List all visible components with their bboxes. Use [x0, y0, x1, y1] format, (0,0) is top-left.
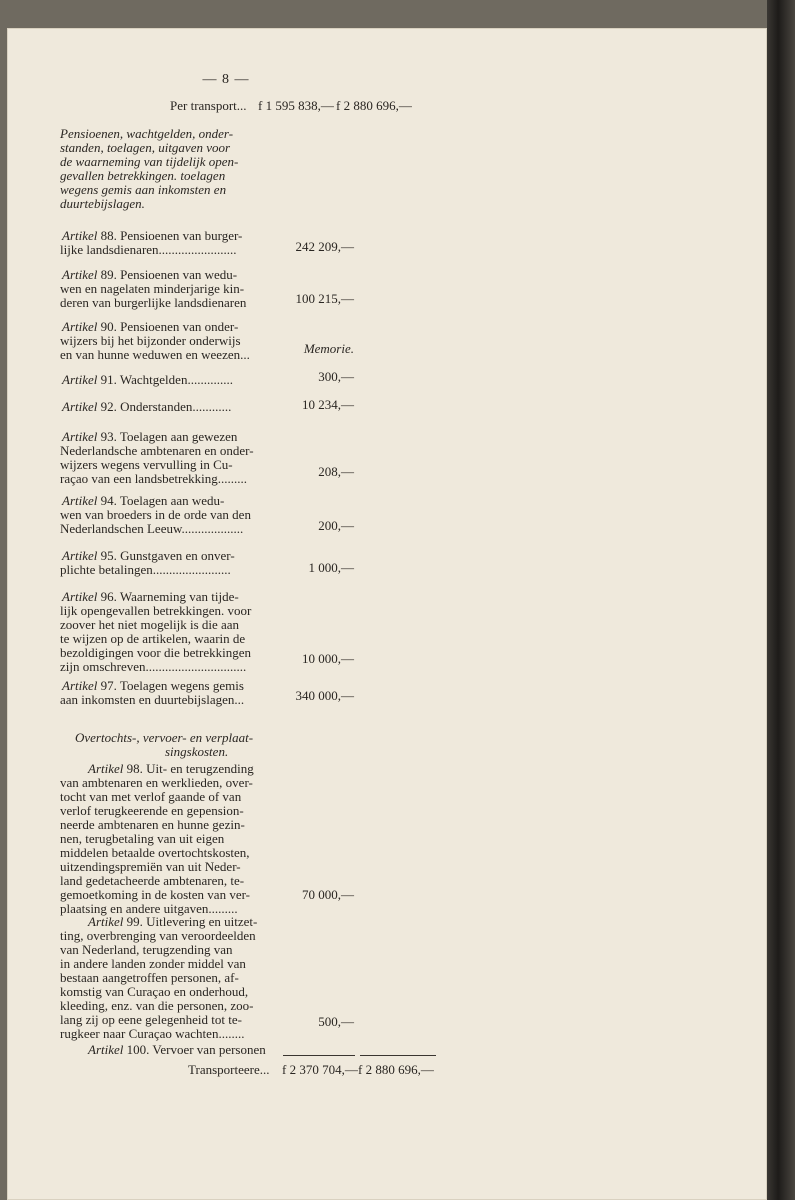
transporteere-label: Transporteere...: [188, 1062, 270, 1077]
article-number: 94.: [100, 493, 117, 508]
article-number: 93.: [100, 429, 117, 444]
article-first-line: Wachtgelden..............: [119, 372, 233, 387]
article-label: Artikel: [62, 678, 98, 693]
article-text-line: van ambtenaren en werklieden, over-: [60, 775, 253, 790]
heading-line: duurtebijslagen.: [60, 196, 145, 211]
article-first-line: Toelagen wegens gemis: [119, 678, 244, 693]
article-text-line: [62, 268, 237, 282]
article-text-line: lang zij op eene gelegenheid tot te-: [60, 1012, 242, 1027]
book-spine: [767, 0, 795, 1200]
article-text-line: wijzers wegens vervulling in Cu-: [60, 457, 233, 472]
article-label: Artikel: [62, 399, 98, 414]
article-text-line: gemoetkoming in de kosten van ver-: [60, 887, 250, 902]
article-label: Artikel: [62, 372, 98, 387]
article-number: 92.: [100, 399, 117, 414]
transporteere-col2: f 2 880 696,—: [358, 1062, 434, 1077]
article-first-line: Vervoer van personen: [152, 1042, 266, 1057]
article-text-line: [62, 549, 235, 563]
article-label: Artikel: [88, 1042, 124, 1057]
article-text-line: zoover het niet mogelijk is die aan: [60, 617, 240, 632]
article-text-line: ting, overbrenging van veroordeelden: [60, 928, 256, 943]
page-number: — 8 —: [202, 72, 250, 87]
article-text-line: verlof terugkeerende en gepension-: [60, 803, 244, 818]
article-number: 91.: [100, 372, 117, 387]
article-text-line: deren van burgerlijke landsdienaren: [60, 295, 247, 310]
article-number: 88.: [100, 228, 117, 243]
article-label: Artikel: [62, 429, 98, 444]
article-label: Artikel: [62, 228, 98, 243]
article-number: 89.: [100, 267, 117, 282]
article-amount: 208,—: [318, 464, 354, 479]
article-text-line: [88, 1043, 266, 1057]
article-amount: 300,—: [318, 369, 354, 384]
article-text-line: van Nederland, terugzending van: [60, 942, 233, 957]
article-first-line: Uit- en terugzending: [146, 761, 254, 776]
sum-rule-col1: [283, 1055, 355, 1056]
article-amount: 100 215,—: [295, 291, 354, 306]
article-amount: 10 234,—: [302, 397, 354, 412]
article-text-line: [62, 400, 231, 414]
article-text-line: lijke landsdienaren........................: [60, 242, 237, 257]
article-label: Artikel: [62, 267, 98, 282]
article-text-line: bestaan aangetroffen personen, af-: [60, 970, 239, 985]
heading-line: gevallen betrekkingen. toelagen: [60, 168, 226, 183]
article-text-line: komstig van Curaçao en onderhoud,: [60, 984, 249, 999]
article-text-line: in andere landen zonder middel van: [60, 956, 246, 971]
article-amount: 70 000,—: [302, 887, 354, 902]
transport-col2: f 2 880 696,—: [336, 98, 412, 113]
article-label: Artikel: [62, 319, 98, 334]
article-first-line: Pensioenen van onder-: [120, 319, 239, 334]
heading-line: de waarneming van tijdelijk open-: [60, 154, 239, 169]
article-text-line: aan inkomsten en duurtebijslagen...: [60, 692, 245, 707]
transporteere-col1: f 2 370 704,—: [282, 1062, 358, 1077]
article-number: 96.: [100, 589, 117, 604]
article-text-line: plichte betalingen........................: [60, 562, 231, 577]
article-text-line: wijzers bij het bijzonder onderwijs: [60, 333, 241, 348]
article-text-line: bezoldigingen voor die betrekkingen: [60, 645, 251, 660]
article-label: Artikel: [62, 548, 98, 563]
article-label: Artikel: [62, 589, 98, 604]
article-text-line: land gedetacheerde ambtenaren, te-: [60, 873, 245, 888]
article-text-line: [62, 430, 237, 444]
article-text-line: [88, 762, 254, 776]
article-text-line: uitzendingspremiën van uit Neder-: [60, 859, 241, 874]
article-text-line: [62, 320, 238, 334]
article-text-line: wen en nagelaten minderjarige kin-: [60, 281, 245, 296]
article-text-line: nen, terugbetaling van uit eigen: [60, 831, 225, 846]
article-text-line: [62, 590, 239, 604]
article-first-line: Gunstgaven en onver-: [120, 548, 235, 563]
article-number: 100.: [126, 1042, 150, 1057]
article-text-line: wen van broeders in de orde van den: [60, 507, 251, 522]
article-first-line: Pensioenen van burger-: [120, 228, 243, 243]
article-label: Artikel: [62, 493, 98, 508]
heading-line: Overtochts-, vervoer- en verplaat-: [75, 730, 254, 745]
article-text-line: [88, 915, 257, 929]
heading-line: standen, toelagen, uitgaven voor: [60, 140, 231, 155]
article-amount: 340 000,—: [295, 688, 354, 703]
transport-label: Per transport...: [170, 98, 247, 113]
article-number: 98.: [126, 761, 143, 776]
article-first-line: Toelagen aan wedu-: [119, 493, 225, 508]
article-text-line: en van hunne weduwen en weezen...: [60, 347, 250, 362]
article-first-line: Onderstanden............: [120, 399, 232, 414]
article-text-line: kleeding, enz. van die personen, zoo-: [60, 998, 254, 1013]
article-text-line: neerde ambtenaren en hunne gezin-: [60, 817, 245, 832]
heading-line: Pensioenen, wachtgelden, onder-: [60, 126, 234, 141]
article-first-line: Toelagen aan gewezen: [119, 429, 238, 444]
heading-line: wegens gemis aan inkomsten en: [60, 182, 227, 197]
article-amount: 1 000,—: [308, 560, 354, 575]
article-amount: Memorie.: [303, 341, 354, 356]
sum-rule-col2: [360, 1055, 436, 1056]
article-text-line: [62, 373, 233, 387]
article-amount: 242 209,—: [295, 239, 354, 254]
article-text-line: [62, 679, 244, 693]
heading-line: singskosten.: [165, 744, 229, 759]
article-text-line: lijk opengevallen betrekkingen. voor: [60, 603, 252, 618]
article-text-line: [62, 229, 242, 243]
article-text-line: middelen betaalde overtochtskosten,: [60, 845, 250, 860]
transport-col1: f 1 595 838,—: [258, 98, 334, 113]
article-amount: 500,—: [318, 1014, 354, 1029]
article-first-line: Uitlevering en uitzet-: [146, 914, 258, 929]
article-first-line: Waarneming van tijde-: [119, 589, 239, 604]
article-text-line: [62, 494, 224, 508]
article-amount: 200,—: [318, 518, 354, 533]
article-text-line: tocht van met verlof gaande of van: [60, 789, 242, 804]
article-text-line: raçao van een landsbetrekking.........: [60, 471, 247, 486]
article-text-line: plaatsing en andere uitgaven.........: [60, 901, 238, 916]
article-text-line: rugkeer naar Curaçao wachten........: [60, 1026, 245, 1041]
article-label: Artikel: [88, 761, 124, 776]
article-number: 97.: [100, 678, 117, 693]
article-amount: 10 000,—: [302, 651, 354, 666]
article-number: 95.: [100, 548, 117, 563]
article-number: 90.: [100, 319, 117, 334]
article-text-line: te wijzen op de artikelen, waarin de: [60, 631, 246, 646]
article-first-line: Pensioenen van wedu-: [120, 267, 238, 282]
article-text-line: Nederlandsche ambtenaren en onder-: [60, 443, 254, 458]
article-text-line: Nederlandschen Leeuw...................: [60, 521, 244, 536]
article-label: Artikel: [88, 914, 124, 929]
article-text-line: zijn omschreven...............................: [60, 659, 247, 674]
article-number: 99.: [126, 914, 143, 929]
